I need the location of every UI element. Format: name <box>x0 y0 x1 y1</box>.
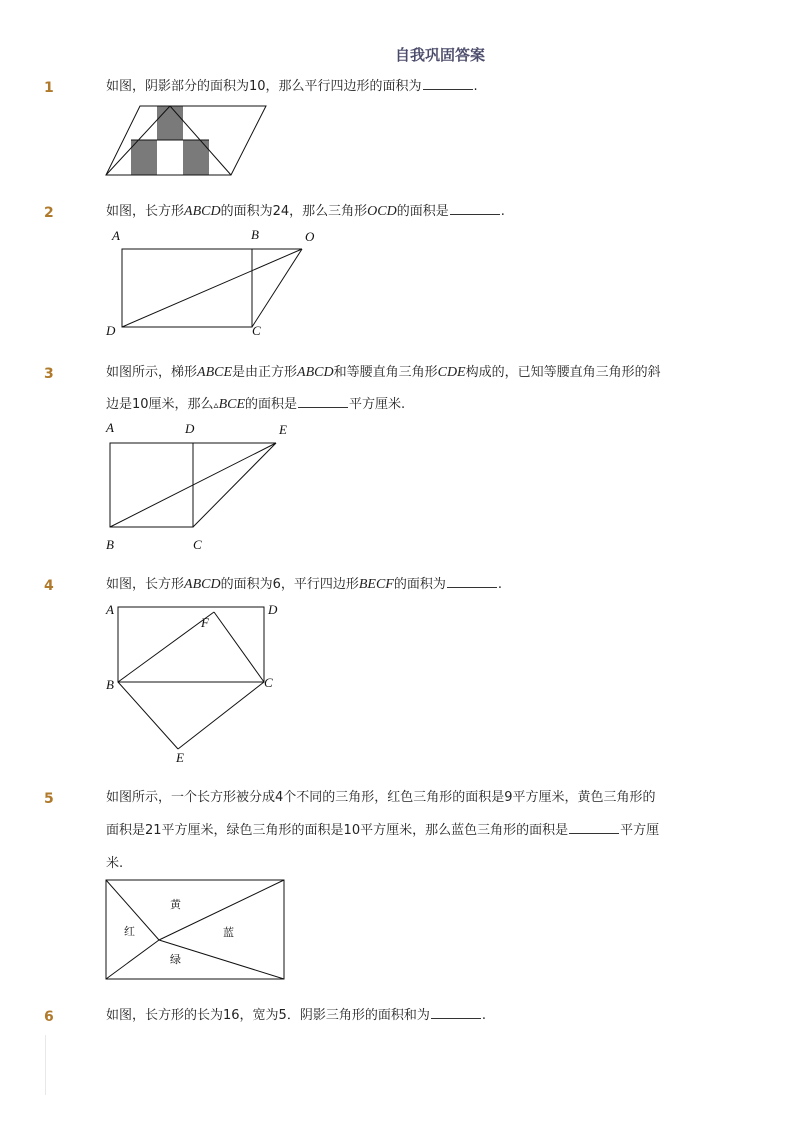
label-a: A <box>106 420 114 435</box>
label-c: C <box>264 675 273 690</box>
margin-line <box>45 1035 46 1095</box>
question-text-3-line-2: 边是10厘米，那么▵BCE的面积是 平方厘米. <box>106 397 406 412</box>
label-c: C <box>252 323 261 338</box>
question-number-6: 6 <box>44 1009 54 1025</box>
question-text-6: 如图，长方形的长为16，宽为5．阴影三角形的面积和为 . <box>106 1008 486 1023</box>
label-green: 绿 <box>170 953 181 966</box>
label-d: D <box>268 602 278 617</box>
question-number-1: 1 <box>44 80 54 96</box>
label-a: A <box>106 602 114 617</box>
label-b: B <box>251 227 259 242</box>
label-d: D <box>106 323 116 338</box>
label-c: C <box>193 537 202 552</box>
label-blue: 蓝 <box>223 926 234 939</box>
question-number-5: 5 <box>44 791 54 807</box>
label-b: B <box>106 677 114 692</box>
question-number-4: 4 <box>44 578 54 594</box>
question-text-4: 如图，长方形ABCD的面积为6，平行四边形BECF的面积为 . <box>106 577 503 592</box>
page-title: 自我巩固答案 <box>394 46 485 64</box>
label-a: A <box>112 228 120 243</box>
label-b: B <box>106 537 114 552</box>
question-text-5-line-2: 面积是21平方厘米，绿色三角形的面积是10平方厘米，那么蓝色三角形的面积是 平方厘 <box>106 823 660 838</box>
question-text-5-line-3: 米. <box>106 856 124 871</box>
question-text-3-line-1: 如图所示，梯形ABCE是由正方形ABCD和等腰直角三角形CDE构成的，已知等腰直角三角形的斜 <box>106 365 661 380</box>
label-e: E <box>176 750 184 765</box>
label-e: E <box>279 422 287 437</box>
q1-text: 如图，阴影部分的面积为10，那么平行四边形的面积为 <box>106 79 422 94</box>
label-d: D <box>185 421 195 436</box>
question-text-2: 如图，长方形ABCD的面积为24，那么三角形OCD的面积是 . <box>106 204 505 219</box>
question-number-3: 3 <box>44 366 54 382</box>
label-o: O <box>305 229 315 244</box>
question-text-5-line-1: 如图所示，一个长方形被分成4个不同的三角形，红色三角形的面积是9平方厘米，黄色三角形的 <box>106 790 656 805</box>
answer-blank-6 <box>431 1006 481 1019</box>
q1-end: . <box>473 79 478 94</box>
label-f: F <box>201 615 209 630</box>
label-yellow: 黄 <box>170 898 181 911</box>
question-number-2: 2 <box>44 205 54 221</box>
segment-to-bottom-left <box>106 940 159 979</box>
label-red: 红 <box>124 925 135 938</box>
